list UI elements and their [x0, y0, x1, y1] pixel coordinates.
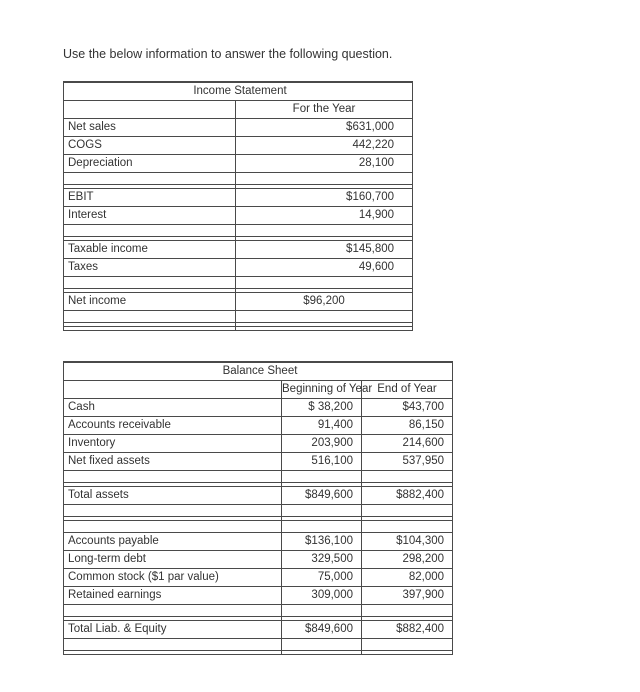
- row-value-begin: $136,100: [282, 533, 362, 551]
- table-row: [64, 399, 453, 417]
- row-value: $631,000: [236, 119, 413, 137]
- row-label: Common stock ($1 par value): [64, 569, 282, 587]
- row-label: EBIT: [64, 189, 236, 207]
- table-row: [64, 587, 453, 605]
- income-statement-table: [63, 81, 413, 331]
- row-value: 442,220: [236, 137, 413, 155]
- table-row: [64, 259, 413, 277]
- row-value-begin: 75,000: [282, 569, 362, 587]
- balance-col-begin: Beginning of Year: [282, 381, 362, 399]
- income-statement-title: Income Statement: [64, 82, 413, 101]
- row-label: Depreciation: [64, 155, 236, 173]
- table-row: [64, 137, 413, 155]
- row-value-end: 298,200: [362, 551, 453, 569]
- row-value-begin: $849,600: [282, 621, 362, 639]
- table-row: [64, 207, 413, 225]
- balance-sheet-table: [63, 361, 453, 655]
- row-value: $160,700: [236, 189, 413, 207]
- row-label: Accounts payable: [64, 533, 282, 551]
- row-value-end: $43,700: [362, 399, 453, 417]
- row-value-end: 82,000: [362, 569, 453, 587]
- table-row: [64, 435, 453, 453]
- table-row: [64, 417, 453, 435]
- table-row: [64, 569, 453, 587]
- row-label: Taxes: [64, 259, 236, 277]
- balance-sheet-title: Balance Sheet: [64, 362, 453, 381]
- row-label: Total assets: [64, 487, 282, 505]
- row-value: 28,100: [236, 155, 413, 173]
- table-row: [64, 487, 453, 505]
- table-row: [64, 453, 453, 471]
- table-row: [64, 119, 413, 137]
- row-value-begin: $ 38,200: [282, 399, 362, 417]
- row-value-end: $104,300: [362, 533, 453, 551]
- table-row: [64, 189, 413, 207]
- table-row: [64, 621, 453, 639]
- row-value: $145,800: [236, 241, 413, 259]
- row-value-end: 86,150: [362, 417, 453, 435]
- row-value-begin: 203,900: [282, 435, 362, 453]
- row-value-begin: 309,000: [282, 587, 362, 605]
- row-label: Accounts receivable: [64, 417, 282, 435]
- row-value-end: 537,950: [362, 453, 453, 471]
- table-row: [64, 551, 453, 569]
- row-label: Cash: [64, 399, 282, 417]
- row-value-begin: 516,100: [282, 453, 362, 471]
- row-label: COGS: [64, 137, 236, 155]
- row-label: Interest: [64, 207, 236, 225]
- row-label: Total Liab. & Equity: [64, 621, 282, 639]
- row-value: $96,200: [236, 293, 413, 311]
- table-row: [64, 533, 453, 551]
- table-row: [64, 155, 413, 173]
- row-value-begin: 91,400: [282, 417, 362, 435]
- row-value-begin: $849,600: [282, 487, 362, 505]
- row-value-end: $882,400: [362, 487, 453, 505]
- row-label: Long-term debt: [64, 551, 282, 569]
- row-value-end: $882,400: [362, 621, 453, 639]
- table-row: [64, 241, 413, 259]
- row-label: Net sales: [64, 119, 236, 137]
- row-value-end: 214,600: [362, 435, 453, 453]
- row-label: Retained earnings: [64, 587, 282, 605]
- row-label: Net income: [64, 293, 236, 311]
- row-label: Taxable income: [64, 241, 236, 259]
- table-row: [64, 293, 413, 311]
- income-col-header: For the Year: [236, 101, 413, 119]
- row-value: 49,600: [236, 259, 413, 277]
- row-label: Inventory: [64, 435, 282, 453]
- row-value: 14,900: [236, 207, 413, 225]
- row-label: Net fixed assets: [64, 453, 282, 471]
- row-value-end: 397,900: [362, 587, 453, 605]
- row-value-begin: 329,500: [282, 551, 362, 569]
- balance-col-end: End of Year: [362, 381, 453, 399]
- intro-text: Use the below information to answer the following question.: [63, 47, 393, 61]
